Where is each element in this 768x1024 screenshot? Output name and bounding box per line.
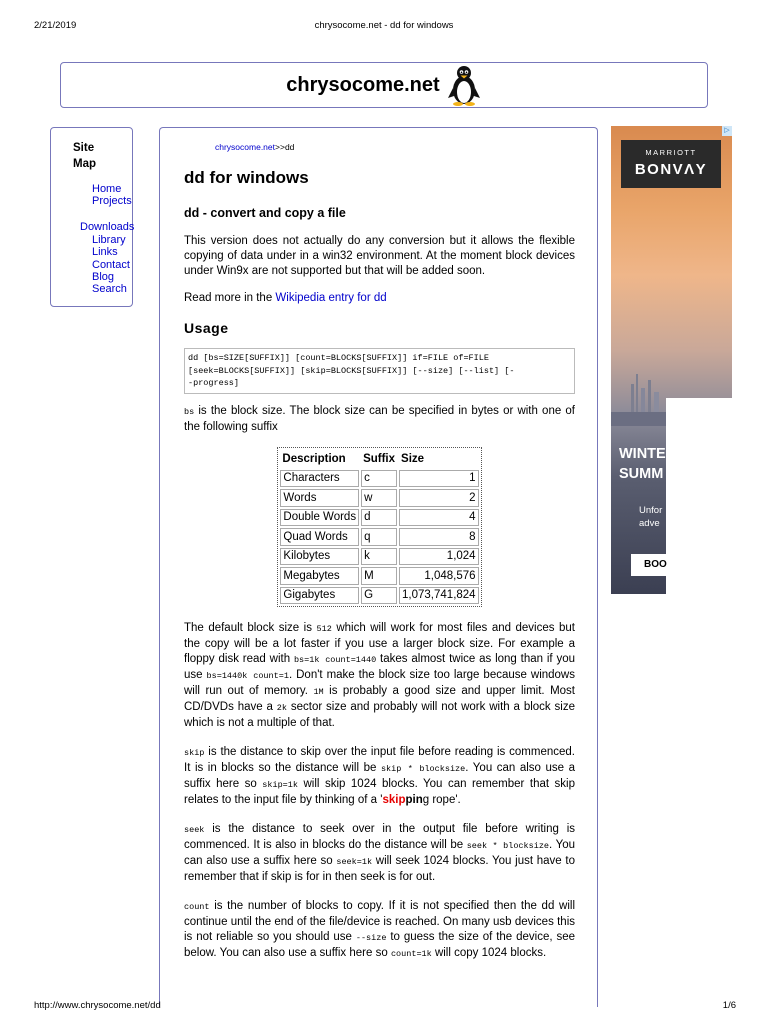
ad-brand-small: MARRIOTT: [645, 148, 697, 157]
text-run: g rope'.: [422, 794, 461, 806]
code-seek-1k: seek=1k: [336, 857, 373, 867]
table-cell: Gigabytes: [280, 587, 359, 605]
advertisement-banner[interactable]: [611, 126, 732, 594]
code-seek-blocksize: seek * blocksize: [466, 841, 550, 851]
ad-headline-line: SUMM: [619, 466, 664, 482]
ad-brand-logo: [621, 140, 721, 188]
code-512: 512: [316, 624, 332, 634]
sidebar-item-downloads[interactable]: Downloads: [80, 221, 135, 233]
table-header: Suffix: [363, 452, 396, 465]
sidebar-item-contact[interactable]: Contact: [92, 259, 130, 271]
table-row: [280, 548, 478, 566]
text-run: will copy 1024 blocks.: [431, 947, 547, 959]
bs-paragraph: [184, 404, 575, 435]
table-cell: d: [361, 509, 397, 527]
intro-paragraph: This version does not actually do any conversion but it allows the flexible copying of data under in a win32 environment. At the moment block devices under Win9x are not supported but that will be added soon.: [184, 235, 575, 277]
table-cell: q: [361, 528, 397, 546]
code-count: count: [184, 902, 210, 912]
text-run: is probably a good size and upper limit. Most CD/DVDs have a: [184, 685, 575, 713]
bs-text: is the block size. The block size can be specified in bytes or with one of the following suffix: [184, 404, 575, 433]
breadcrumb: [215, 142, 575, 152]
table-cell: 4: [399, 509, 479, 527]
table-header-row: [280, 450, 478, 468]
usage-line: dd [bs=SIZE[SUFFIX]] [count=BLOCKS[SUFFIX]] if=FILE of=FILE: [188, 353, 489, 363]
suffix-table: [277, 447, 481, 608]
sidebar-item-projects[interactable]: Projects: [92, 195, 132, 207]
usage-line: [seek=BLOCKS[SUFFIX]] [skip=BLOCKS[SUFFIX]] [--size] [--list] [-: [188, 365, 515, 376]
code-bs-1k: bs=1k count=1440: [293, 655, 377, 665]
table-cell: 1: [399, 470, 479, 488]
print-footer: [0, 1000, 768, 1014]
text-run: . You can also use a suffix here so: [184, 762, 575, 790]
text-run: . You can also use a suffix here so: [184, 839, 575, 867]
count-paragraph: [184, 899, 575, 962]
table-row: [280, 489, 478, 507]
sidebar-item-home[interactable]: Home: [92, 183, 122, 195]
highlight-skip: skip: [382, 794, 406, 806]
ad-book-button[interactable]: BOO: [631, 554, 695, 576]
text-run: takes almost twice as long than if you use: [184, 653, 576, 681]
text-run: will skip 1024 blocks. You can remember that skip relates to the input file by thinking of a ': [184, 778, 575, 806]
table-cell: 1,024: [399, 548, 479, 566]
table-cell: Characters: [280, 470, 359, 488]
text-run: will seek 1024 blocks. You just have to remember that if skip is for in then seek is for out.: [184, 855, 575, 883]
text-run: is the distance to seek over in the output file before writing is commenced. It is also in blocks do the distance will be: [184, 823, 575, 851]
text-run: which will work for most files and devices but the copy will be a lot faster if you use a larger block size. For example a floppy disk read with: [184, 622, 575, 665]
code-seek: seek: [184, 825, 205, 835]
table-cell: 2: [399, 489, 479, 507]
sidebar-item-search[interactable]: Search: [92, 283, 127, 295]
table-cell: M: [361, 567, 397, 585]
table-row: [280, 567, 478, 585]
code-count-1k: count=1k: [390, 949, 432, 959]
table-cell: G: [361, 587, 397, 605]
read-more-paragraph: [184, 291, 575, 306]
text-run: . Don't make the block size too large because windows will run out of memory.: [184, 669, 575, 697]
ad-subtext: [639, 504, 662, 530]
print-title: chrysocome.net - dd for windows: [314, 20, 454, 31]
page-subtitle: dd - convert and copy a file: [184, 206, 346, 220]
ad-headline-line: WINTE: [619, 446, 666, 462]
code-1m: 1M: [313, 687, 324, 697]
print-date: 2/21/2019: [34, 20, 77, 31]
adchoices-icon[interactable]: ▷: [722, 126, 732, 136]
usage-line: -progress]: [188, 378, 240, 388]
usage-heading: Usage: [184, 320, 229, 336]
table-row: [280, 509, 478, 527]
table-cell: w: [361, 489, 397, 507]
print-url: http://www.chrysocome.net/dd: [34, 1000, 161, 1011]
table-cell: 1,048,576: [399, 567, 479, 585]
code-bs-1440k: bs=1440k count=1: [206, 671, 289, 681]
text-run: is the distance to skip over the input file before reading is commenced. It is in blocks so the distance will be: [184, 746, 575, 774]
text-run: sector size and probably will not work with a block size which is not a multiple of that.: [184, 701, 575, 729]
print-page-number: 1/6: [722, 1000, 736, 1011]
table-row: [280, 528, 478, 546]
table-header: Size: [401, 452, 425, 465]
ad-subtext-line: Unfor: [639, 505, 663, 516]
site-map-sidebar: [50, 127, 133, 307]
table-cell: 8: [399, 528, 479, 546]
page-title: dd for windows: [184, 168, 309, 187]
code-bs: bs: [184, 406, 195, 417]
code-skip-blocksize: skip * blocksize: [380, 764, 466, 774]
text-run: The default block size is: [184, 622, 317, 634]
sidebar-item-links[interactable]: Links: [92, 246, 118, 258]
print-header: [0, 20, 768, 34]
sidebar-item-library[interactable]: Library: [92, 234, 126, 246]
main-content: [159, 127, 598, 1007]
highlight-pin: pin: [405, 794, 423, 806]
table-row: [280, 587, 478, 605]
table-cell: Megabytes: [280, 567, 359, 585]
code-skip: skip: [184, 748, 205, 758]
table-cell: Words: [280, 489, 359, 507]
seek-paragraph: [184, 822, 575, 885]
table-cell: Quad Words: [280, 528, 359, 546]
table-cell: k: [361, 548, 397, 566]
sidebar-item-blog[interactable]: Blog: [92, 271, 115, 283]
ad-headline: [619, 444, 666, 484]
breadcrumb-separator: >>: [275, 142, 285, 152]
code-size-flag: --size: [355, 933, 387, 943]
site-map-title: Site Map: [73, 142, 96, 170]
table-cell: Kilobytes: [280, 548, 359, 566]
text-run: is the number of blocks to copy. If it is not specified then the dd will continue until the end of the file/device is reached. On many usb devices this is not reliable so you should use: [184, 900, 575, 943]
wikipedia-link[interactable]: Wikipedia entry for dd: [275, 292, 387, 304]
breadcrumb-home-link[interactable]: chrysocome.net: [215, 142, 275, 152]
read-more-prefix: Read more in the: [184, 292, 276, 304]
ad-brand-big: BONVΛY: [634, 161, 708, 178]
ad-subtext-line: adve: [639, 518, 660, 529]
table-cell: 1,073,741,824: [399, 587, 479, 605]
text-run: to guess the size of the device, see below. You can also use a suffix here so: [184, 931, 575, 959]
default-block-size-paragraph: [184, 621, 575, 731]
code-2k: 2k: [276, 703, 287, 713]
table-row: [280, 470, 478, 488]
site-header: [60, 62, 708, 108]
site-title[interactable]: chrysocome.net: [286, 73, 440, 96]
usage-code-box: [184, 348, 575, 394]
table-header: Description: [282, 452, 346, 465]
table-cell: c: [361, 470, 397, 488]
penguin-icon: [446, 64, 482, 106]
code-skip-1k: skip=1k: [262, 780, 298, 790]
breadcrumb-current: dd: [284, 142, 295, 152]
skip-paragraph: [184, 745, 575, 808]
table-cell: Double Words: [280, 509, 359, 527]
